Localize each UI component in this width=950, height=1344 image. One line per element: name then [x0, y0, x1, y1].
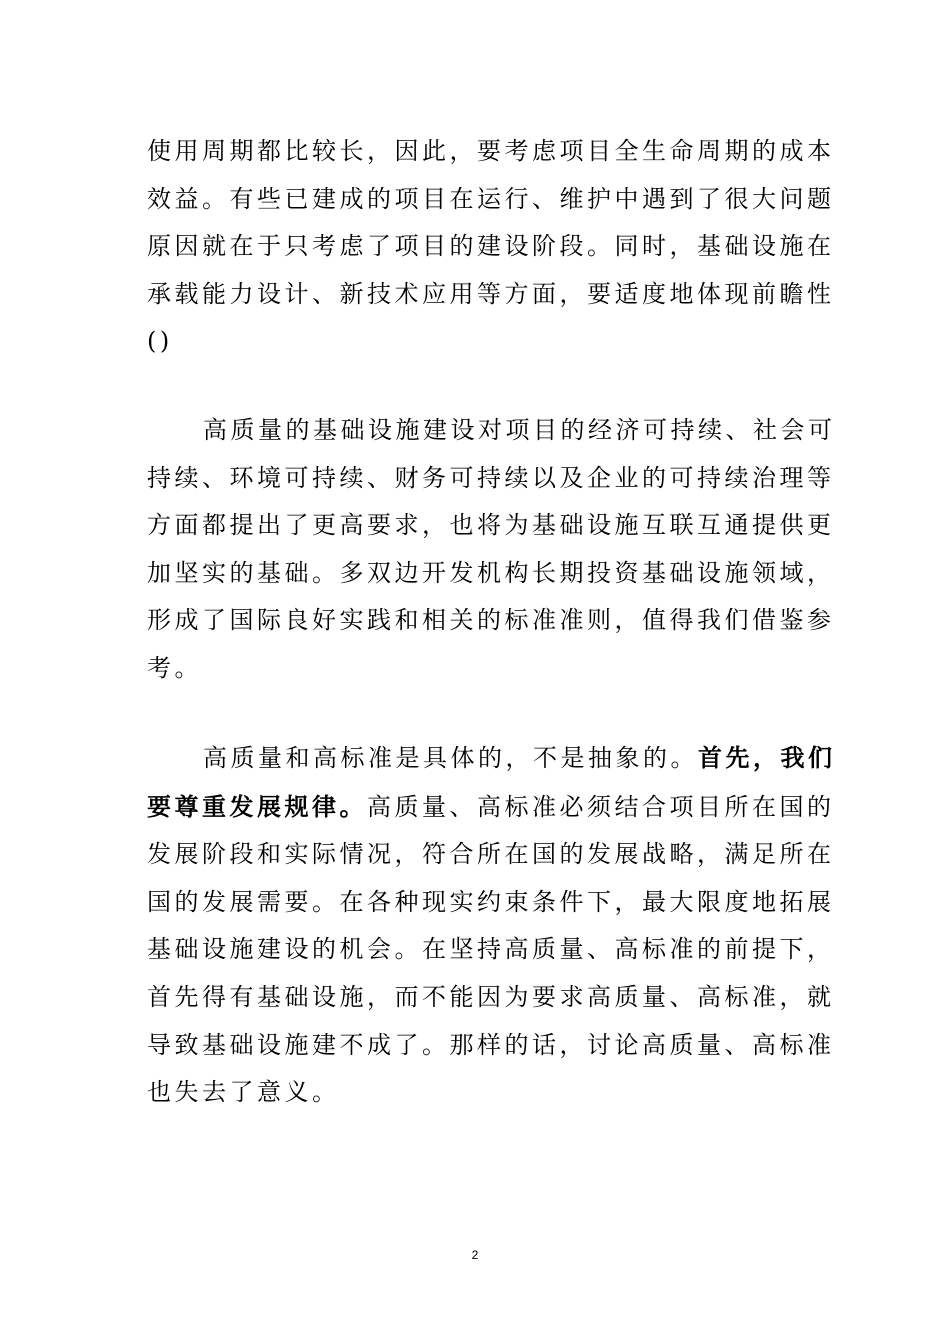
normal-text: 高质量、高标准必须结合项目所在国的 [367, 792, 835, 821]
bold-emphasis-text: 要尊重发展规律。 [147, 791, 367, 821]
text-line: 效益。有些已建成的项目在运行、维护中遇到了很大问题 [147, 184, 835, 213]
text-line: 形成了国际良好实践和相关的标准准则，值得我们借鉴参 [147, 606, 835, 635]
text-line: 承载能力设计、新技术应用等方面，要适度地体现前瞻性 [147, 279, 835, 308]
text-line: 使用周期都比较长，因此，要考虑项目全生命周期的成本 [147, 137, 835, 165]
paragraph-3 [147, 734, 836, 1117]
text-line: 持续、环境可持续、财务可持续以及企业的可持续治理等 [147, 463, 835, 492]
bold-emphasis-text: 首先，我们 [698, 743, 836, 772]
text-line: 也失去了意义。 [147, 1078, 340, 1107]
text-line: 原因就在于只考虑了项目的建设阶段。同时，基础设施在 [147, 232, 835, 261]
text-line: 方面都提出了更高要求，也将为基础设施互联互通提供更 [147, 511, 835, 540]
text-line: 首先得有基础设施，而不能因为要求高质量、高标准，就 [147, 982, 835, 1011]
normal-text: 高质量和高标准是具体的，不是抽象的。 [203, 744, 698, 772]
text-line: 发展阶段和实际情况，符合所在国的发展战略，满足所在 [147, 840, 835, 869]
text-line: 基础设施建设的机会。在坚持高质量、高标准的前提下， [147, 935, 835, 964]
text-line [147, 783, 835, 832]
text-line: 导致基础设施建不成了。那样的话，讨论高质量、高标准 [147, 1030, 835, 1059]
text-line: () [147, 327, 173, 356]
text-line: 考。 [147, 653, 202, 682]
paragraph-2 [147, 407, 836, 693]
text-line: 国的发展需要。在各种现实约束条件下，最大限度地拓展 [147, 887, 835, 916]
text-line: 加坚实的基础。多双边开发机构长期投资基础设施领域， [147, 558, 835, 587]
text-line: 高质量的基础设施建设对项目的经济可持续、社会可 [203, 416, 836, 444]
paragraph-1 [147, 128, 835, 366]
text-line [147, 734, 836, 783]
page-number: 2 [471, 1248, 479, 1262]
